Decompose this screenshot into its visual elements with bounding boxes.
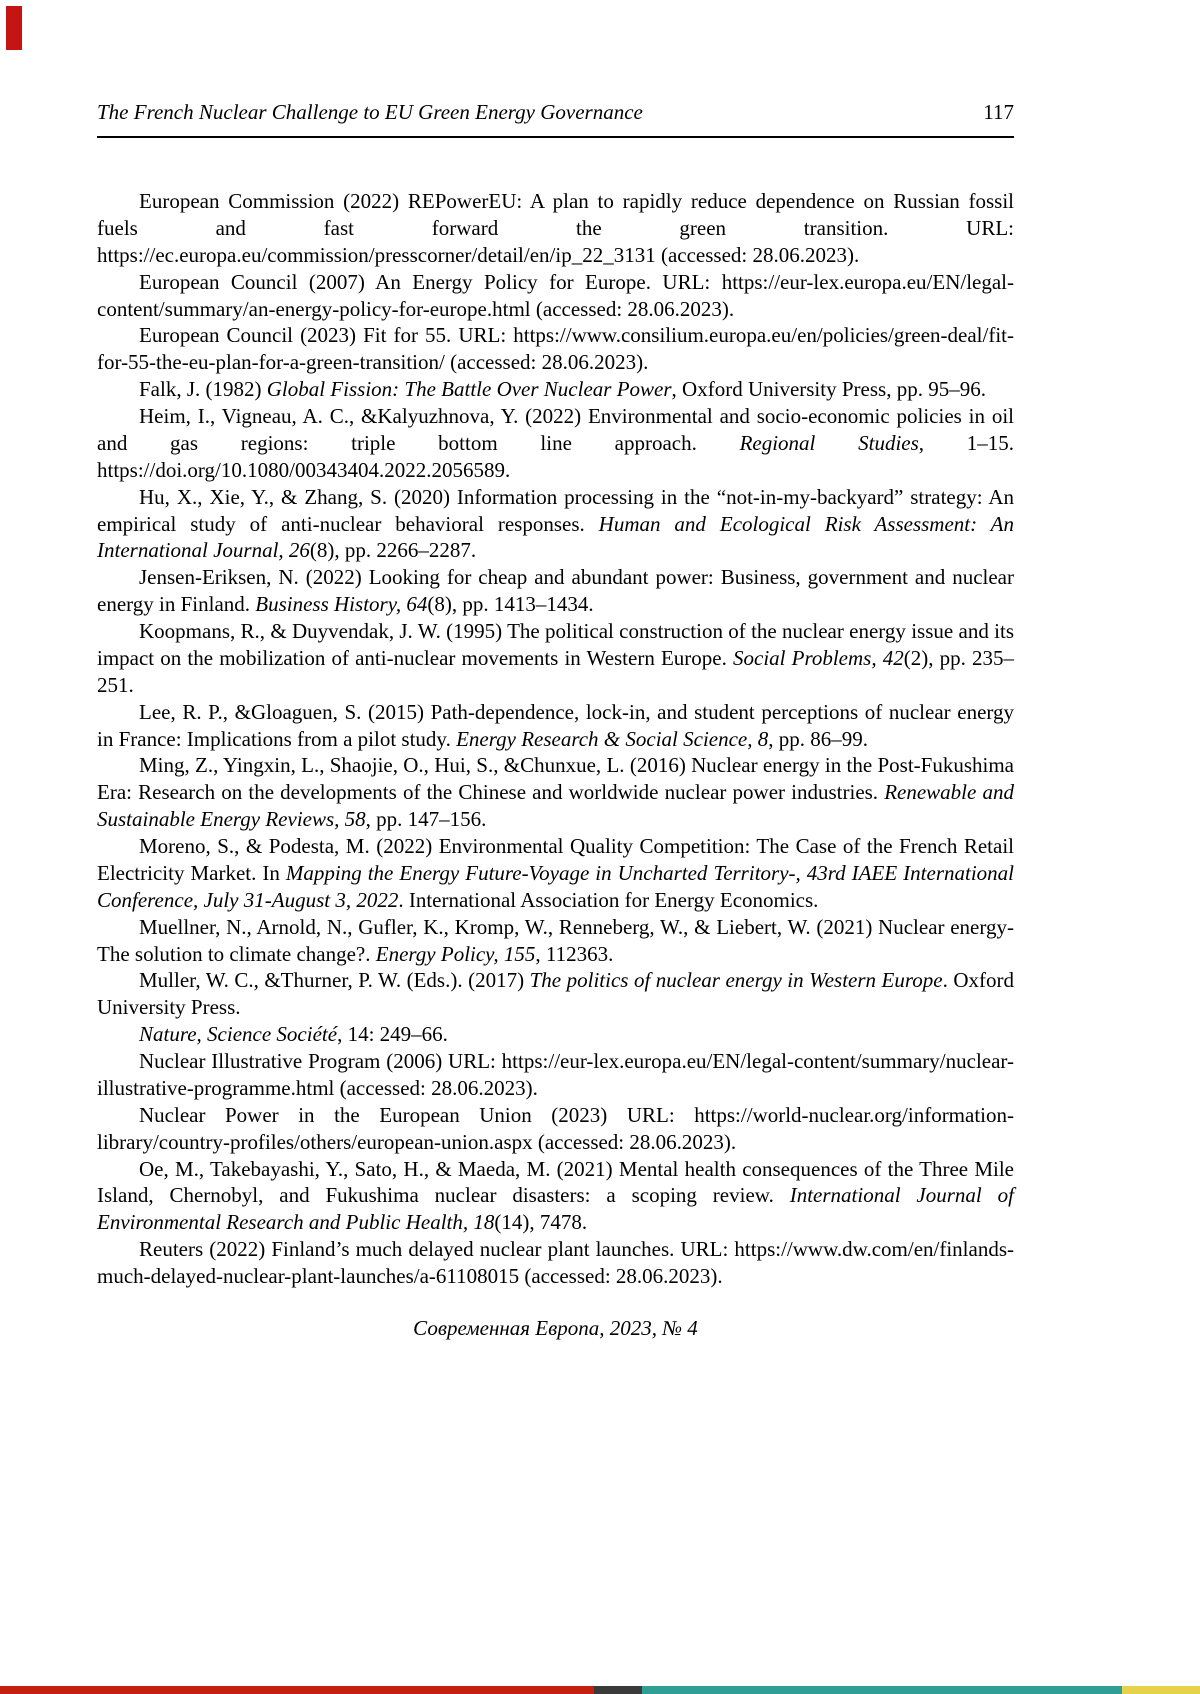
reference-italic-segment: Renewable and Sustainable Energy Reviews, 58 <box>97 780 1014 832</box>
scan-strip-segment <box>1122 1686 1200 1694</box>
reference-italic-segment: Social Problems, 42 <box>733 645 904 670</box>
reference-text-segment: , Oxford University Press, pp. 95–96. <box>671 377 986 402</box>
reference-entry <box>97 269 1014 323</box>
reference-text-segment: Muller, W. C., &Thurner, P. W. (Eds.). (2017) <box>139 968 530 993</box>
reference-text-segment: Lee, R. P., &Gloaguen, S. (2015) Path-dependence, lock-in, and student perceptions of nuclear energy in France: Implications from a pilot study. <box>97 699 1014 751</box>
reference-entry <box>97 967 1014 1021</box>
reference-text-segment: , 1–15. https://doi.org/10.1080/00343404.2022.2056589. <box>97 430 1015 482</box>
journal-citation: Современная Европа, 2023, № 4 <box>413 1315 698 1340</box>
reference-text-segment: (8), pp. 2266–2287. <box>309 538 477 563</box>
reference-text-segment: (2), pp. 235–251. <box>97 645 1014 697</box>
reference-entry <box>97 699 1014 753</box>
reference-text-segment: European Council (2007) An Energy Policy for Europe. URL: https://eur-lex.europa.eu/EN/legal-content/summary/an-energy-policy-for-europe.html (accessed: 28.06.2023). <box>97 269 1014 321</box>
reference-text-segment: Muellner, N., Arnold, N., Gufler, K., Kromp, W., Renneberg, W., & Liebert, W. (2021) Nuclear energy-The solution to climate change?. <box>97 914 1014 966</box>
scan-strip-segment <box>594 1686 642 1694</box>
reference-text-segment: Heim, I., Vigneau, A. C., &Kalyuzhnova, Y. (2022) Environmental and socio-economic policies in oil and gas regions: triple bottom line approach. <box>97 404 1014 455</box>
reference-text-segment: European Commission (2022) REPowerEU: A plan to rapidly reduce dependence on Russian fossil fuels and fast forward the green transition. URL: https://ec.europa.eu/commission/presscorner/detail/en/ip_22_3131 (accessed: 28.06.2023). <box>97 189 1014 267</box>
reference-italic-segment: International Journal of Environmental Research and Public Health, 18 <box>97 1183 1014 1235</box>
reference-text-segment: Falk, J. (1982) <box>139 377 267 402</box>
reference-entry <box>97 752 1014 833</box>
reference-entry <box>97 564 1014 618</box>
reference-text-segment: , 112363. <box>535 941 614 966</box>
reference-text-segment: , 14: 249–66. <box>337 1022 448 1047</box>
reference-italic-segment: Energy Policy, 155 <box>375 941 536 966</box>
reference-entry <box>97 833 1014 914</box>
reference-italic-segment: Business History, 64 <box>255 592 428 617</box>
reference-italic-segment: Regional Studies <box>739 430 919 455</box>
reference-entry <box>97 484 1014 565</box>
reference-text-segment: Nuclear Illustrative Program (2006) URL: https://eur-lex.europa.eu/EN/legal-content/summary/nuclear-illustrative-programme.html (accessed: 28.06.2023). <box>97 1049 1014 1100</box>
reference-italic-segment: Energy Research & Social Science, 8 <box>456 726 769 751</box>
scan-strip-segment <box>642 1686 1122 1694</box>
reference-entry <box>97 188 1014 269</box>
reference-text-segment: Ming, Z., Yingxin, L., Shaojie, O., Hui, S., &Chunxue, L. (2016) Nuclear energy in the Post-Fukushima Era: Research on the developments of the Chinese and worldwide nuclear power industries. <box>97 753 1014 805</box>
reference-text-segment: Hu, X., Xie, Y., & Zhang, S. (2020) Information processing in the “not-in-my-backyard” strategy: An empirical study of anti-nuclear behavioral responses. <box>97 484 1014 536</box>
reference-entry <box>97 1102 1014 1156</box>
reference-text-segment: (8), pp. 1413–1434. <box>427 592 594 617</box>
reference-text-segment: , pp. 147–156. <box>365 807 487 832</box>
reference-text-segment: (14), 7478. <box>494 1210 588 1235</box>
reference-entry <box>97 1236 1014 1290</box>
scan-bottom-strip <box>0 1686 1200 1694</box>
reference-italic-segment: Nature, Science Société <box>139 1022 338 1047</box>
reference-entry <box>97 403 1014 484</box>
references-list <box>97 188 1014 1290</box>
reference-entry <box>97 914 1014 968</box>
reference-italic-segment: Mapping the Energy Future-Voyage in Uncharted Territory-, 43rd IAEE International Conference, July 31-August 3, 2022 <box>97 860 1014 912</box>
reference-entry <box>97 376 1014 403</box>
reference-entry <box>97 1048 1014 1102</box>
reference-entry <box>97 1156 1014 1237</box>
reference-entry <box>97 1021 1014 1048</box>
reference-text-segment: Moreno, S., & Podesta, M. (2022) Environmental Quality Competition: The Case of the French Retail Electricity Market. In <box>97 834 1014 885</box>
reference-text-segment: Nuclear Power in the European Union (2023) URL: https://world-nuclear.org/information-library/country-profiles/others/european-union.aspx (accessed: 28.06.2023). <box>97 1102 1014 1154</box>
reference-text-segment: European Council (2023) Fit for 55. URL: https://www.consilium.europa.eu/en/policies/green-deal/fit-for-55-the-eu-plan-for-a-green-transition/ (accessed: 28.06.2023). <box>97 323 1014 375</box>
reference-entry <box>97 322 1014 376</box>
page-header <box>97 100 1014 138</box>
scan-corner-mark <box>6 6 22 50</box>
reference-text-segment: . International Association for Energy Economics. <box>398 887 819 912</box>
reference-text-segment: Oe, M., Takebayashi, Y., Sato, H., & Maeda, M. (2021) Mental health consequences of the Three Mile Island, Chernobyl, and Fukushima nuclear disasters: a scoping review. <box>97 1156 1014 1208</box>
scan-strip-segment <box>0 1686 594 1694</box>
reference-entry <box>97 618 1014 699</box>
reference-text-segment: . Oxford University Press. <box>97 968 1015 1020</box>
reference-italic-segment: Global Fission: The Battle Over Nuclear Power <box>266 377 672 402</box>
reference-text-segment: Koopmans, R., & Duyvendak, J. W. (1995) The political construction of the nuclear energy issue and its impact on the mobilization of anti-nuclear movements in Western Europe. <box>97 619 1014 670</box>
reference-italic-segment: The politics of nuclear energy in Western Europe <box>529 968 943 993</box>
reference-text-segment: Jensen-Eriksen, N. (2022) Looking for cheap and abundant power: Business, government and nuclear energy in Finland. <box>97 565 1014 617</box>
page-number: 117 <box>983 100 1014 124</box>
running-head-title: The French Nuclear Challenge to EU Green Energy Governance <box>97 100 643 124</box>
page-footer <box>97 1316 1014 1341</box>
reference-text-segment: Reuters (2022) Finland’s much delayed nuclear plant launches. URL: https://www.dw.com/en/finlands-much-delayed-nuclear-plant-launches/a-61108015 (accessed: 28.06.2023). <box>97 1237 1014 1288</box>
reference-text-segment: , pp. 86–99. <box>768 726 868 751</box>
reference-italic-segment: Human and Ecological Risk Assessment: An International Journal, 26 <box>97 511 1014 563</box>
